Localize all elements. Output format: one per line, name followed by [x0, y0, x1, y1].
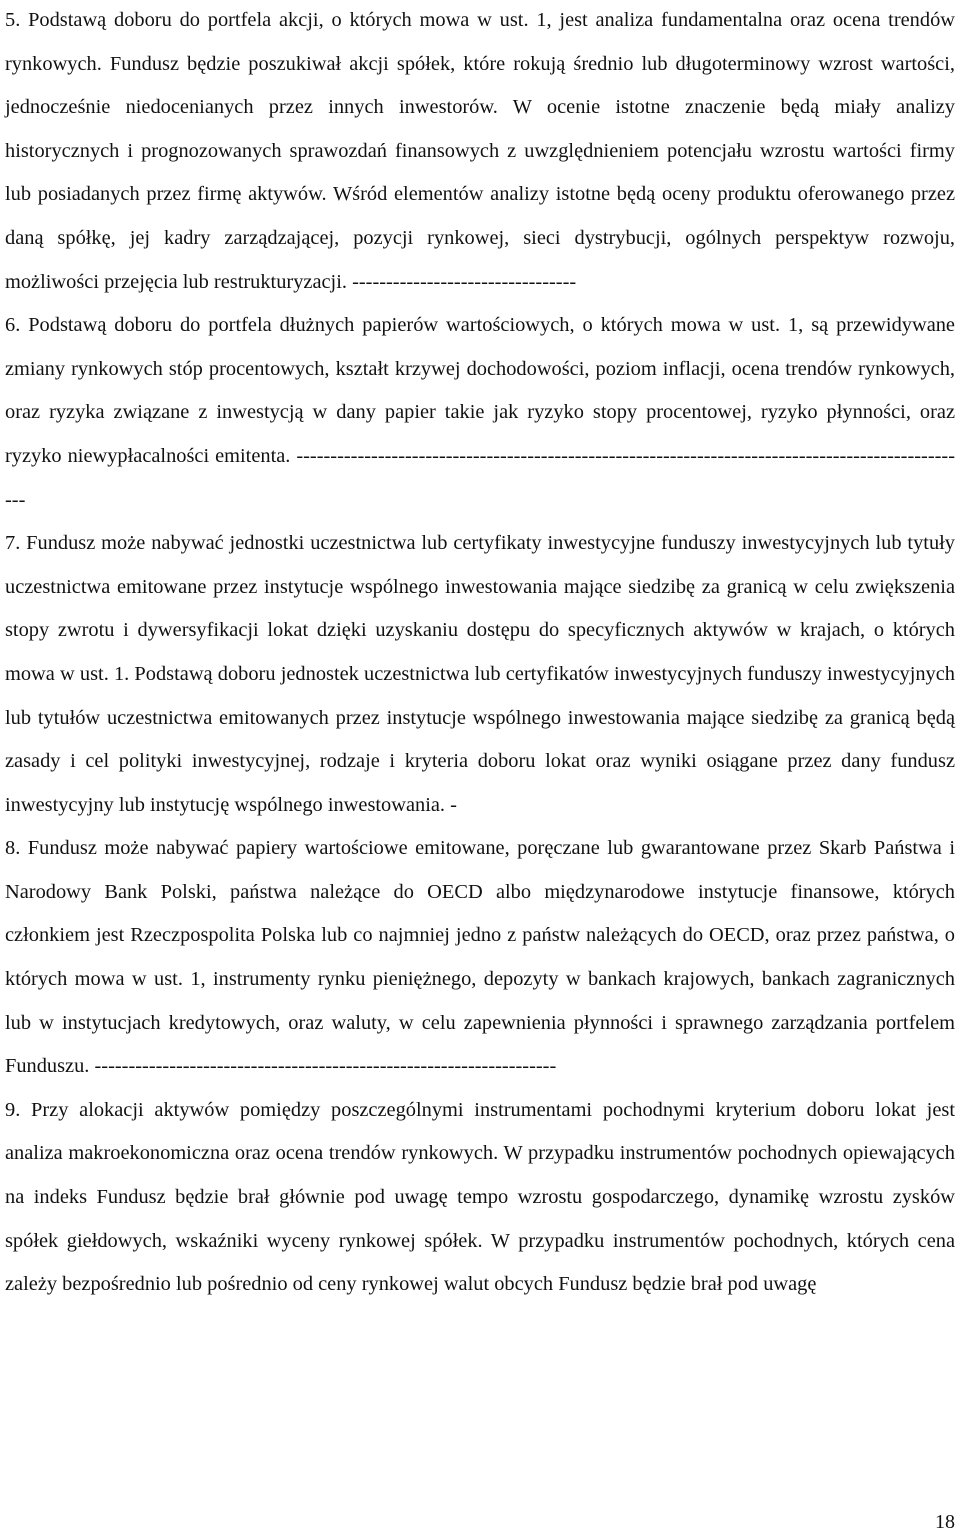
- document-page: [5, 0, 955, 1537]
- paragraph-6: 6. Podstawą doboru do portfela dłużnych papierów wartościowych, o których mowa w ust. 1, są przewidywane zmiany rynkowych stóp procentowych, kształt krzywej dochodowości, poziom inflacji, ocena trendów rynkowych, oraz ryzyka związane z inwestycją w dany papier takie jak ryzyko stopy procentowej, ryzyko płynności, oraz ryzyko niewypłacalności emitenta. ----------------------------------------------------------------------------------------------------: [5, 314, 955, 511]
- paragraph-9: 9. Przy alokacji aktywów pomiędzy poszczególnymi instrumentami pochodnymi kryterium doboru lokat jest analiza makroekonomiczna oraz ocena trendów rynkowych. W przypadku instrumentów pochodnych opiewających na indeks Fundusz będzie brał głównie pod uwagę tempo wzrostu gospodarczego, dynamikę wzrostu zysków spółek giełdowych, wskaźniki wyceny rynkowej spółek. W przypadku instrumentów pochodnych, których cena zależy bezpośrednio lub pośrednio od ceny rynkowej walut obcych Fundusz będzie brał pod uwagę: [5, 1098, 955, 1296]
- paragraph-5: 5. Podstawą doboru do portfela akcji, o których mowa w ust. 1, jest analiza fundamentalna oraz ocena trendów rynkowych. Fundusz będzie poszukiwał akcji spółek, które rokują średnio lub długoterminowy wzrost wartości, jednocześnie niedocenianych przez innych inwestorów. W ocenie istotne znaczenie będą miały analizy historycznych i prognozowanych sprawozdań finansowych z uwzględnieniem potencjału wzrostu wartości firmy lub posiadanych przez firmę aktywów. Wśród elementów analizy istotne będą oceny produktu oferowanego przez daną spółkę, jej kadry zarządzającej, pozycji rynkowej, sieci dystrybucji, ogólnych perspektyw rozwoju, możliwości przejęcia lub restrukturyzacji. ---------------------------------: [5, 9, 955, 293]
- page-number: 18: [935, 1511, 955, 1533]
- paragraph-8: 8. Fundusz może nabywać papiery wartościowe emitowane, poręczane lub gwarantowane przez Skarb Państwa i Narodowy Bank Polski, państwa należące do OECD albo międzynarodowe instytucje finansowe, których członkiem jest Rzeczpospolita Polska lub co najmniej jedno z państw należących do OECD, oraz przez państwa, o których mowa w ust. 1, instrumenty rynku pieniężnego, depozyty w bankach krajowych, bankach zagranicznych lub w instytucjach kredytowych, oraz waluty, w celu zapewnienia płynności i sprawnego zarządzania portfelem Funduszu. --------------------------------------------------------------------: [5, 837, 955, 1078]
- paragraph-7: 7. Fundusz może nabywać jednostki uczestnictwa lub certyfikaty inwestycyjne funduszy inwestycyjnych lub tytuły uczestnictwa emitowane przez instytucje wspólnego inwestowania mające siedzibę za granicą w celu zwiększenia stopy zwrotu i dywersyfikacji lokat dzięki uzyskaniu dostępu do specyficznych aktywów w krajach, o których mowa w ust. 1. Podstawą doboru jednostek uczestnictwa lub certyfikatów inwestycyjnych funduszy inwestycyjnych lub tytułów uczestnictwa emitowanych przez instytucje wspólnego inwestowania mające siedzibę za granicą będą zasady i cel polityki inwestycyjnej, rodzaje i kryteria doboru lokat oraz wyniki osiągane przez dany fundusz inwestycyjny lub instytucję wspólnego inwestowania. -: [5, 532, 955, 816]
